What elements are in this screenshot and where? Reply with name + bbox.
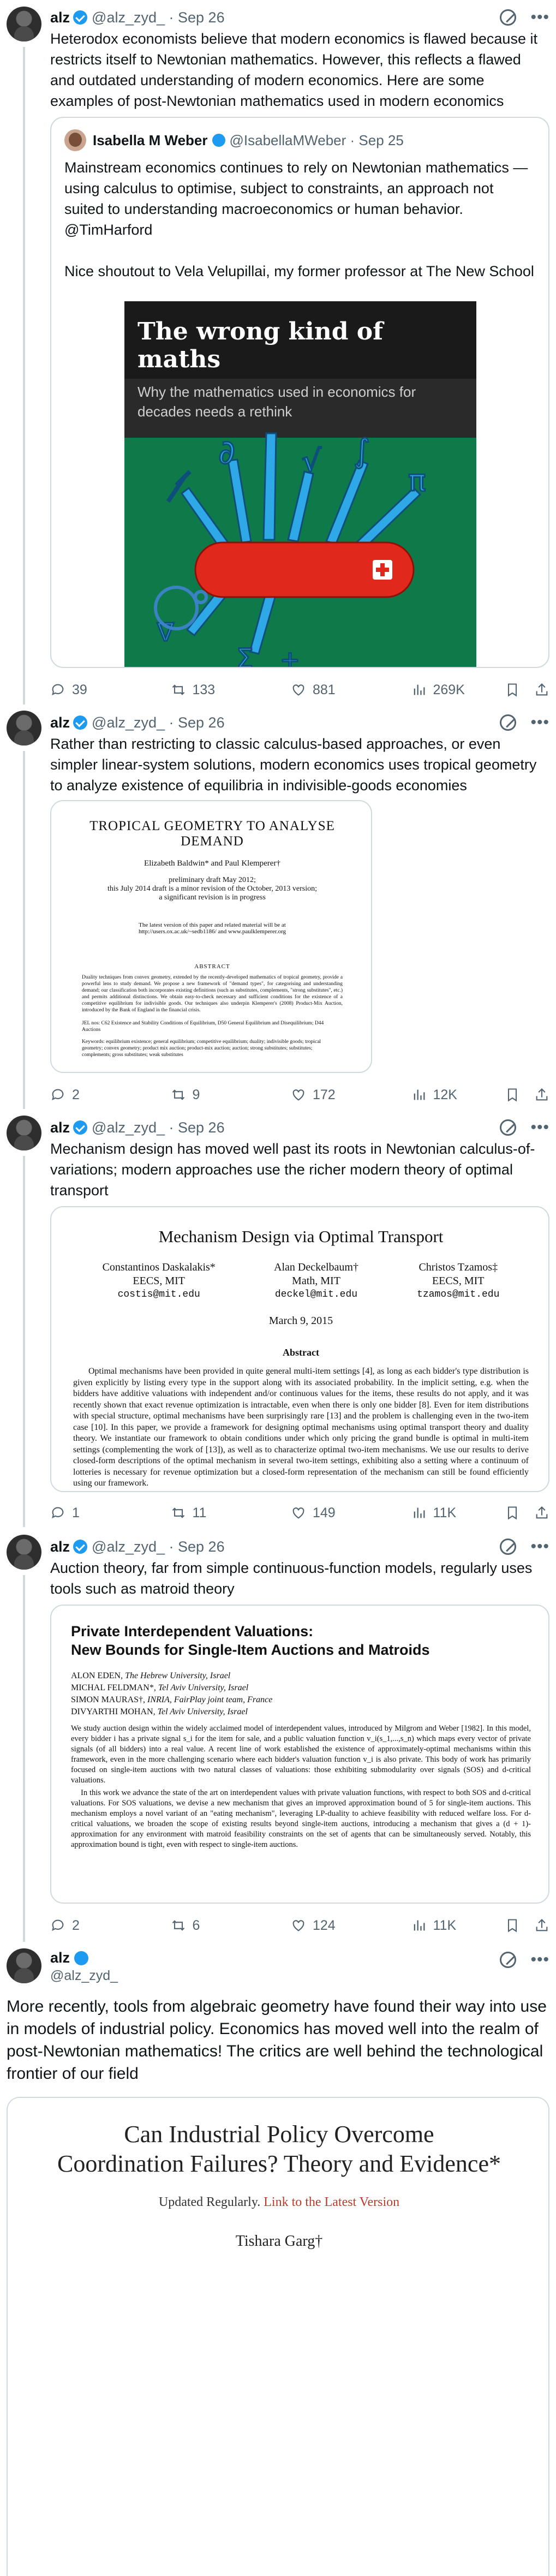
views-icon	[411, 1087, 427, 1102]
repost-count: 9	[192, 1087, 200, 1102]
paper-draft-1: preliminary draft May 2012;	[169, 876, 256, 884]
repost-icon	[171, 1505, 186, 1520]
svg-text:∫: ∫	[354, 432, 370, 469]
svg-text:+: +	[280, 646, 300, 668]
paper-abstract-heading: Abstract	[283, 1347, 319, 1358]
quote-author-handle[interactable]: @IsabellaMWeber	[229, 132, 346, 148]
tweet-date[interactable]: Sep 26	[178, 9, 225, 26]
paper-jel: JEL nos: C62 Existence and Stability Conditions of Equilibrium, D50 General Equilibrium and Disequilibrium; D44 Auctions	[82, 1021, 324, 1033]
views-button[interactable]	[411, 1918, 505, 1934]
repost-count: 11	[192, 1505, 207, 1520]
author-handle[interactable]: @alz_zyd_	[92, 714, 165, 731]
author-name[interactable]: alz	[50, 9, 70, 26]
bookmark-icon[interactable]	[505, 1505, 520, 1520]
author-name: DIVYARTHI MOHAN,	[71, 1707, 156, 1716]
paper-authors: Elizabeth Baldwin* and Paul Klemperer†	[144, 859, 280, 868]
author-name: MICHAL FELDMAN*,	[71, 1683, 156, 1692]
action-bar	[50, 679, 549, 701]
thread-connector	[23, 47, 25, 705]
svg-text:π: π	[408, 463, 426, 498]
author-name[interactable]: alz	[50, 714, 70, 731]
repost-icon	[171, 682, 186, 697]
paper-title-line-2: New Bounds for Single-Item Auctions and Matroids	[71, 1642, 430, 1658]
paper-draft-3: a significant revision is in progress	[159, 893, 266, 902]
views-count: 11K	[433, 1917, 457, 1933]
more-icon[interactable]: •••	[530, 1118, 549, 1136]
reply-icon	[50, 682, 65, 697]
reply-count: 2	[72, 1087, 80, 1102]
author-name[interactable]: alz	[50, 1949, 70, 1966]
article-image[interactable]	[124, 301, 476, 668]
paper-draft-2: this July 2014 draft is a minor revision of the October, 2013 version;	[107, 885, 317, 893]
avatar[interactable]	[7, 1535, 41, 1570]
svg-text:Σ: Σ	[236, 643, 254, 668]
paper-title: Mechanism Design via Optimal Transport	[158, 1227, 444, 1246]
paper-abstract-1: We study auction design within the widely acclaimed model of interdependent values, introduced by Milgrom and Weber [1982]. In this model, every bidder i has a private signal s_i for the item for sale, and a public valuation function v_i(s_1,...,s_n) which maps every vector of private signals (of all bidders) into a real value. A recent line of work established the existence of approximately-optimal mechanisms within this framework, even in the more challenging scenario where each bidder's valuation function v_i is also private. This body of work has primarily focused on single-item auctions with two natural classes of valuations: those exhibiting submodularity over signals (SOS) and d-critical valuations.	[71, 1724, 531, 1785]
tweet-text: More recently, tools from algebraic geometry have found their way into use in models of industrial policy. Economics has moved well into the realm of post-Newtonian mathematics! The critics are well behind the technological frontier of our field	[7, 1997, 547, 2083]
author-block-2	[274, 1261, 358, 1302]
verified-icon	[73, 715, 87, 730]
quote-header	[64, 130, 535, 151]
reply-button[interactable]	[50, 1505, 171, 1521]
thread-connector	[23, 1575, 25, 1942]
like-count: 124	[313, 1917, 336, 1933]
dot-separator: ·	[165, 1119, 178, 1136]
quote-text-2: Nice shoutout to Vela Velupillai, my former professor at The New School	[64, 263, 534, 279]
quoted-tweet[interactable]	[50, 117, 549, 668]
author-email: deckel@mit.edu	[274, 1289, 358, 1300]
author-affiliation: EECS, MIT	[133, 1275, 185, 1287]
author-handle[interactable]: @alz_zyd_	[92, 1119, 165, 1136]
dot-separator: ·	[165, 714, 178, 731]
reply-button[interactable]	[50, 682, 171, 698]
author-affiliation: The Hebrew University, Israel	[123, 1671, 231, 1680]
author-affiliation: INRIA, FairPlay joint team, France	[145, 1695, 273, 1704]
grok-icon[interactable]	[500, 1952, 516, 1968]
author-email: costis@mit.edu	[117, 1289, 200, 1300]
author-name-row	[50, 1949, 88, 1966]
grok-icon[interactable]	[500, 1539, 516, 1555]
bookmark-icon[interactable]	[505, 1918, 520, 1933]
quote-date: Sep 25	[358, 132, 404, 148]
like-button[interactable]	[291, 1505, 411, 1521]
tweet-text: Mechanism design has moved well past its roots in Newtonian calculus-of-variations; modern approaches use the richer modern theory of optimal transport	[50, 1141, 535, 1198]
tweet-header	[50, 713, 549, 732]
paper-abstract-heading: ABSTRACT	[194, 963, 230, 970]
paper-image[interactable]	[50, 800, 372, 1073]
views-count: 12K	[433, 1087, 457, 1102]
paper-update-note: Updated Regularly.	[158, 2195, 264, 2209]
paper-abstract-2: In this work we advance the state of the art on interdependent values with private valuation functions, with respect to both SOS and d-critical valuations. For SOS valuations, we devise a new mechanism that gives an improved approximation bound of 5 for single-item auctions. This mechanism employs a novel variant of an "eating mechanism", leveraging LP-duality to achieve feasibility with reduced welfare loss. For d-critical valuations, we broaden the scope of existing results beyond single-item auctions, introducing a mechanism that gives a (d + 1)-approximation for any environment with matroid feasibility constraints on the set of agents that can be simultaneously served. Notably, this approximation bound is tight, even with respect to single-item auctions.	[71, 1788, 531, 1849]
author-block-1	[103, 1261, 216, 1302]
views-count: 11K	[433, 1505, 457, 1520]
paper-title-line-1: Private Interdependent Valuations:	[71, 1623, 314, 1639]
tweet-text: Rather than restricting to classic calculus-based approaches, or even simpler linear-system solutions, modern economics uses tropical geometry to analyze existence of equilibria in indivisible-goods economies	[50, 736, 537, 794]
like-button[interactable]	[291, 1087, 411, 1103]
dot-separator: ·	[165, 1538, 178, 1555]
reply-button[interactable]	[50, 1087, 171, 1103]
action-bar	[50, 1915, 549, 1936]
dot-separator: ·	[165, 9, 178, 26]
repost-button[interactable]	[171, 1918, 291, 1934]
article-image-subtitle: Why the mathematics used in economics for decades needs a rethink	[124, 379, 476, 438]
latest-version-link[interactable]: Link to the Latest Version	[264, 2195, 400, 2209]
avatar[interactable]	[7, 7, 41, 41]
views-button[interactable]	[411, 1505, 505, 1521]
repost-count: 6	[192, 1917, 200, 1933]
thread-connector	[23, 751, 25, 1109]
like-button[interactable]	[291, 682, 411, 698]
verified-icon	[73, 1120, 87, 1135]
dot-separator: ·	[346, 132, 359, 148]
tweet-header	[50, 1118, 549, 1137]
action-bar	[50, 1084, 549, 1106]
tweet-text: Auction theory, far from simple continuous-function models, regularly uses tools such as matroid theory	[50, 1560, 533, 1597]
author-email: tzamos@mit.edu	[417, 1289, 500, 1300]
quote-author-name[interactable]: Isabella M Weber	[93, 132, 208, 148]
paper-url-note: The latest version of this paper and related material will be at	[139, 922, 286, 928]
like-count: 172	[313, 1087, 336, 1102]
paper-date: March 9, 2015	[268, 1315, 333, 1327]
share-icon[interactable]	[534, 1505, 549, 1520]
author-name[interactable]: alz	[50, 1538, 70, 1555]
author-name: ALON EDEN,	[71, 1671, 123, 1680]
share-icon[interactable]	[534, 1918, 549, 1933]
tweet-text: Heterodox economists believe that modern economics is flawed because it restricts itself to Newtonian mathematics. However, this reflects a flawed and outdated understanding of modern economics. Here are some examples of post-Newtonian mathematics used in modern economics	[50, 31, 537, 109]
verified-icon	[74, 1951, 88, 1965]
author-block-3	[417, 1261, 499, 1302]
like-icon	[291, 1087, 306, 1102]
share-icon[interactable]	[534, 682, 549, 697]
paper-authors	[71, 1670, 531, 1718]
article-image-title: The wrong kind of maths	[124, 301, 476, 379]
more-icon[interactable]: •••	[530, 713, 549, 731]
like-icon	[291, 1918, 306, 1933]
tweet-date[interactable]: Sep 26	[178, 714, 225, 731]
author-handle[interactable]: @alz_zyd_	[92, 1538, 165, 1555]
repost-icon	[171, 1918, 186, 1933]
like-count: 881	[313, 682, 336, 697]
svg-text:√: √	[302, 444, 321, 479]
verified-icon	[73, 10, 87, 25]
repost-button[interactable]	[171, 1505, 291, 1521]
avatar[interactable]	[7, 1948, 41, 1983]
author-name: Constantinos Daskalakis*	[102, 1261, 216, 1273]
views-button[interactable]	[411, 1087, 505, 1103]
more-icon[interactable]: •••	[530, 8, 549, 26]
tweet-5	[0, 1943, 556, 2576]
tweet-header	[50, 8, 549, 27]
tweet-2	[0, 705, 556, 1109]
author-name: SIMON MAURAS†,	[71, 1695, 146, 1704]
tweet-4	[0, 1529, 556, 1942]
author-affiliation: Tel Aviv University, Israel	[156, 1683, 249, 1692]
paper-title-line-1: Can Industrial Policy Overcome	[124, 2121, 434, 2148]
svg-text:∂: ∂	[218, 433, 236, 472]
like-count: 149	[313, 1505, 336, 1520]
grok-icon[interactable]	[500, 9, 516, 26]
svg-text:∇: ∇	[157, 617, 174, 647]
reply-icon	[50, 1918, 65, 1933]
repost-button[interactable]	[171, 682, 291, 698]
views-icon	[411, 682, 427, 697]
reply-count: 2	[72, 1917, 80, 1933]
paper-title-line-2: Coordination Failures? Theory and Evidence*	[57, 2150, 501, 2177]
paper-image[interactable]	[50, 1605, 549, 1904]
more-icon[interactable]: •••	[530, 1537, 549, 1555]
share-icon[interactable]	[534, 1087, 549, 1102]
tweet-date[interactable]: Sep 26	[178, 1119, 225, 1136]
tweet-1	[0, 0, 556, 704]
grok-icon[interactable]	[500, 1119, 516, 1136]
views-icon	[411, 1505, 427, 1520]
paper-abstract: Duality techniques from convex geometry, extended by the recently-developed mathematics of tropical geometry, provide a powerful lens to study demand. We propose a new framework of "demand types", for categorising and understanding demand; our classification both incorporates existing definitions (such as substitutes, complements, "strong substitutes", etc.) and permits additional distinctions. We obtain easy-to-check necessary and sufficient conditions for the existence of a competitive equilibrium for indivisible goods. Our techniques also underpin Klemperer's (2008) Product-Mix Auction, introduced by the Bank of England in the financial crisis.	[82, 975, 343, 1013]
verified-icon	[212, 134, 225, 147]
bookmark-icon[interactable]	[505, 682, 520, 697]
author-affiliation: Math, MIT	[292, 1275, 340, 1287]
tweet-3	[0, 1110, 556, 1528]
tweet-header	[50, 1537, 549, 1557]
repost-button[interactable]	[171, 1087, 291, 1103]
reply-button[interactable]	[50, 1918, 171, 1934]
bookmark-icon[interactable]	[505, 1087, 520, 1102]
more-icon[interactable]: •••	[530, 1951, 549, 1969]
thread-connector	[23, 1156, 25, 1527]
author-affiliation: Tel Aviv University, Israel	[155, 1707, 248, 1716]
paper-url: http://users.ox.ac.uk/~sedb1186/ and www.paulklemperer.org	[138, 928, 286, 935]
paper-authors	[73, 1261, 529, 1302]
author-handle[interactable]: @alz_zyd_	[92, 9, 165, 26]
views-count: 269K	[433, 682, 465, 697]
quote-text-1: Mainstream economics continues to rely on Newtonian mathematics — using calculus to optimise, subject to constraints, an approach not suited to understanding macroeconomics or human behavior. @TimHarford	[64, 159, 528, 238]
paper-update-line	[8, 2195, 549, 2210]
author-name[interactable]: alz	[50, 1119, 70, 1136]
tweet-controls	[500, 1952, 549, 1968]
paper-title-line-1: TROPICAL GEOMETRY TO ANALYSE	[89, 819, 335, 833]
swiss-army-knife-illustration	[124, 412, 476, 668]
repost-count: 133	[192, 682, 216, 697]
avatar[interactable]	[7, 1116, 41, 1150]
author-handle[interactable]: @alz_zyd_	[50, 1968, 118, 1983]
like-button[interactable]	[291, 1918, 411, 1934]
paper-author: Tishara Garg†	[235, 2233, 323, 2250]
paper-keywords: Keywords: equilibrium existence; general equilibrium; competitive equilibrium; duality; indivisible goods; tropical geometry; convex geometry; product mix auction; product-mix auction; auction; strong substitutes; substitutes; complements; gross substitutes; weak substitutes	[82, 1039, 321, 1058]
paper-abstract: Optimal mechanisms have been provided in quite general multi-item settings [4], as long as each bidder's type distribution is given explicitly by listing every type in the support along with its associated probability. In the implicit setting, e.g. when the bidders have additive valuations with independent and/or continuous values for the items, these results do not apply, and it was recently shown that exact revenue optimization is intractable, even when there is only one bidder [8]. Even for item distributions with special structure, optimal mechanisms have been surprisingly rare [13] and the problem is challenging even in the two-item case [10]. In this paper, we provide a framework for designing optimal mechanisms using optimal transport theory and duality theory. We instantiate our framework to obtain conditions under which only pricing the grand bundle is optimal in multi-item settings (complementing the work of [13]), as well as to characterize optimal two-item mechanisms. We use our results to derive closed-form descriptions of the optimal mechanism in several two-item settings, exhibiting also a setting where a continuum of lotteries is necessary for revenue optimization but a closed-form representation of the mechanism can still be found efficiently using our framework.	[73, 1367, 529, 1488]
reply-icon	[50, 1087, 65, 1102]
paper-image[interactable]	[50, 1206, 549, 1492]
avatar[interactable]	[7, 711, 41, 746]
action-bar	[50, 1502, 549, 1524]
reply-count: 39	[72, 682, 87, 697]
like-icon	[291, 682, 306, 697]
quote-avatar[interactable]	[64, 129, 86, 151]
like-icon	[291, 1505, 306, 1520]
views-icon	[411, 1918, 427, 1933]
repost-icon	[171, 1087, 186, 1102]
verified-icon	[73, 1540, 87, 1554]
reply-icon	[50, 1505, 65, 1520]
reply-count: 1	[72, 1505, 80, 1520]
grok-icon[interactable]	[500, 714, 516, 731]
author-affiliation: EECS, MIT	[432, 1275, 485, 1287]
author-name: Alan Deckelbaum†	[274, 1261, 358, 1273]
paper-title-line-2: DEMAND	[181, 834, 244, 849]
tweet-date[interactable]: Sep 26	[178, 1538, 225, 1555]
author-name: Christos Tzamos‡	[419, 1261, 498, 1273]
views-button[interactable]	[411, 682, 505, 698]
paper-image[interactable]	[7, 2097, 549, 2576]
